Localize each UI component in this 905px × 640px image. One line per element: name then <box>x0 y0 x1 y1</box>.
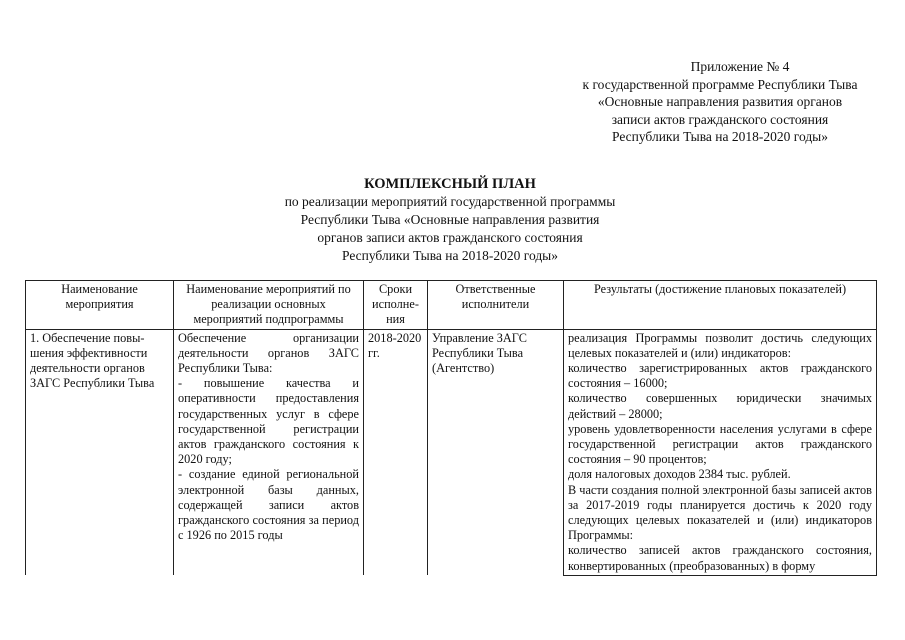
cell-paragraph: В части создания полной электронной базы записей актов за 2017-2019 годы планируется достичь к 2020 году следующих целевых показателей и (или) индикаторов Программы: <box>568 482 872 543</box>
plan-table <box>25 280 877 576</box>
cell-results <box>564 329 877 575</box>
table-header-row <box>26 281 877 330</box>
cell-paragraph: - повышение качества и оперативности предоставления государственных услуг в сфере государственной регистрации актов гражданского состояния к 2020 году; <box>178 376 359 467</box>
title-subtitle: органов записи актов гражданского состояния <box>317 230 583 245</box>
cell-paragraph: количество совершенных юридически значимых действий – 28000; <box>568 391 872 421</box>
appendix-number: Приложение № 4 <box>690 59 790 74</box>
appendix-line: записи актов гражданского состояния <box>611 111 829 127</box>
title-main: КОМПЛЕКСНЫЙ ПЛАН <box>364 176 536 192</box>
header-deadlines: Сроки исполне-ния <box>364 281 428 330</box>
header-responsible: Ответственные исполнители <box>428 281 564 330</box>
appendix-line: «Основные направления развития органов <box>597 94 843 109</box>
cell-paragraph: - создание единой региональной электронной базы данных, содержащей записи актов гражданского состояния за период с 1926 по 2015 годы <box>178 467 359 543</box>
header-results: Результаты (достижение плановых показателей) <box>564 281 877 330</box>
appendix-header <box>560 58 880 146</box>
header-event-name: Наименование мероприятия <box>26 281 174 330</box>
cell-event-name: 1. Обеспечение повы-шения эффективности деятельности органов ЗАГС Республики Тыва <box>26 329 174 575</box>
table-row <box>26 329 877 575</box>
cell-paragraph: реализация Программы позволит достичь следующих целевых показателей и (или) индикаторов: <box>568 330 872 360</box>
title-subtitle: Республики Тыва «Основные направления развития <box>300 212 600 227</box>
cell-paragraph: доля налоговых доходов 2384 тыс. рублей. <box>568 467 791 482</box>
cell-deadlines: 2018-2020 гг. <box>364 329 428 575</box>
cell-paragraph: количество зарегистрированных актов гражданского состояния – 16000; <box>568 361 872 391</box>
title-subtitle: по реализации мероприятий государственной программы <box>284 194 616 209</box>
appendix-line: Республики Тыва на 2018-2020 годы» <box>611 129 829 144</box>
header-subprogram-events: Наименование мероприятий по реализации основных мероприятий подпрограммы <box>174 281 364 330</box>
document-title <box>230 175 670 265</box>
title-subtitle: Республики Тыва на 2018-2020 годы» <box>341 248 559 263</box>
appendix-line: к государственной программе Республики Тыва <box>582 76 858 92</box>
cell-paragraph: уровень удовлетворенности населения услугами в сфере государственной регистрации актов гражданского состояния – 90 процентов; <box>568 421 872 467</box>
cell-responsible: Управление ЗАГС Республики Тыва (Агентство) <box>428 329 564 575</box>
cell-paragraph: количество записей актов гражданского состояния, конвертированных (преобразованных) в форму <box>568 543 872 573</box>
cell-paragraph: Обеспечение организации деятельности органов ЗАГС Республики Тыва: <box>178 330 359 376</box>
cell-subprogram-events <box>174 329 364 575</box>
